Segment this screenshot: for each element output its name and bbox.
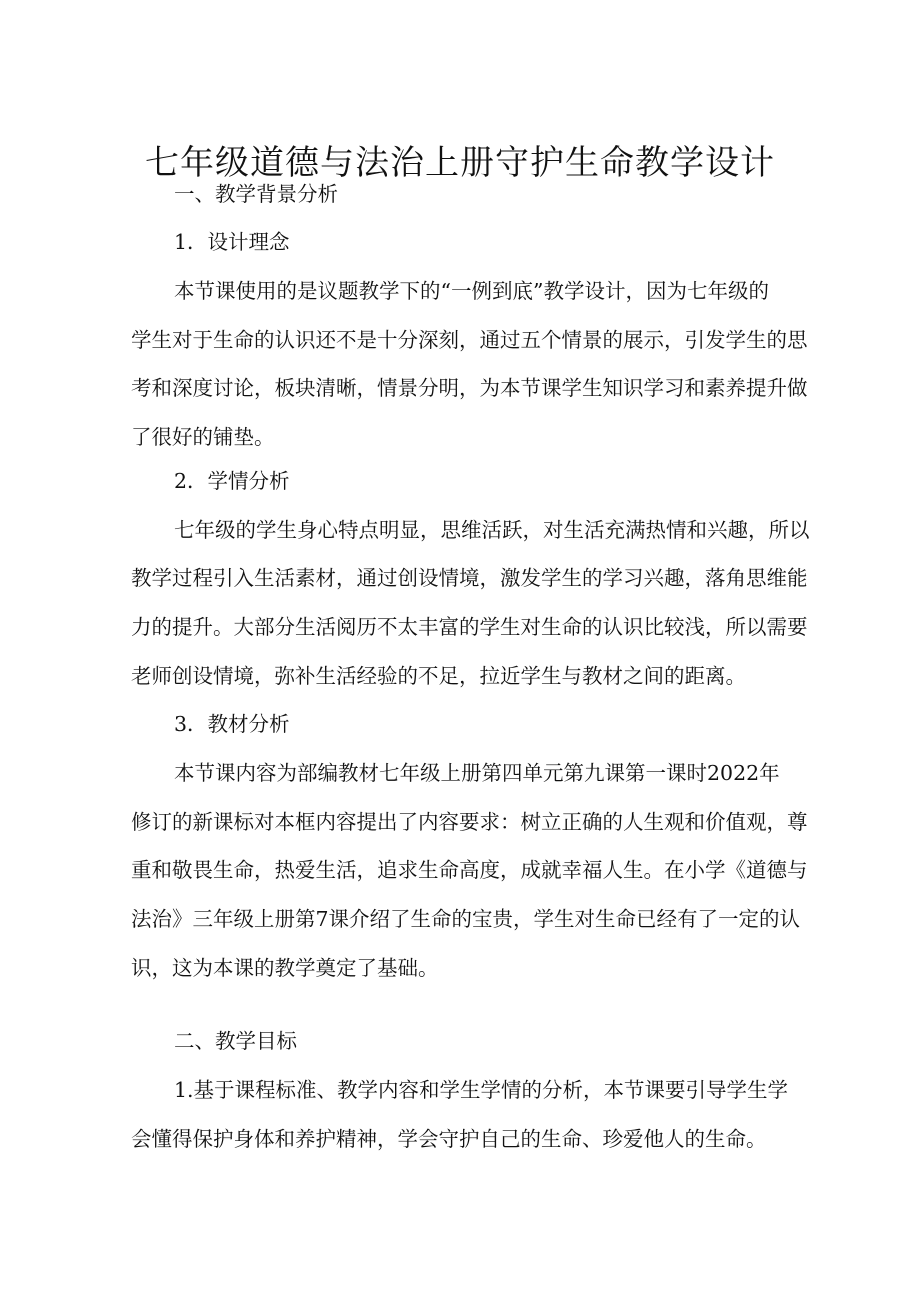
subheading-design-concept: 1．设计理念 [174,230,290,254]
section-heading-background: 一、教学背景分析 [174,182,338,206]
subheading-textbook-analysis: 3．教材分析 [174,712,290,736]
paragraph-line: 识，这为本课的教学奠定了基础。 [131,956,439,980]
paragraph-line: 本节课使用的是议题教学下的“一例到底”教学设计，因为七年级的 [174,279,769,303]
paragraph-line: 法治》三年级上册第7课介绍了生命的宝贵，学生对生命已经有了一定的认 [131,907,801,931]
paragraph-line: 了很好的铺垫。 [131,425,275,449]
subheading-learner-analysis: 2．学情分析 [174,469,290,493]
paragraph-line: 力的提升。大部分生活阅历不太丰富的学生对生命的认识比较浅，所以需要 [131,615,808,639]
paragraph-line: 重和敬畏生命，热爱生活，追求生命高度，成就幸福人生。在小学《道德与 [131,858,808,882]
paragraph-line: 教学过程引入生活素材，通过创设情境，激发学生的学习兴趣，落角思维能 [131,566,808,590]
paragraph-line: 会懂得保护身体和养护精神，学会守护自己的生命、珍爱他人的生命。 [131,1127,767,1151]
paragraph-line: 七年级的学生身心特点明显，思维活跃，对生活充满热情和兴趣，所以 [174,518,810,542]
paragraph-line: 老师创设情境，弥补生活经验的不足，拉近学生与教材之间的距离。 [131,664,746,688]
paragraph-line: 1.基于课程标准、教学内容和学生学情的分析，本节课要引导学生学 [174,1078,789,1102]
section-heading-objectives: 二、教学目标 [174,1029,297,1053]
paragraph-line: 本节课内容为部编教材七年级上册第四单元第九课第一课时2022年 [174,761,780,785]
document-title: 七年级道德与法治上册守护生命教学设计 [145,142,775,183]
paragraph-line: 考和深度讨论，板块清晰，情景分明，为本节课学生知识学习和素养提升做 [131,376,808,400]
paragraph-line: 学生对于生命的认识还不是十分深刻，通过五个情景的展示，引发学生的思 [131,328,808,352]
paragraph-line: 修订的新课标对本框内容提出了内容要求：树立正确的人生观和价值观，尊 [131,810,808,834]
